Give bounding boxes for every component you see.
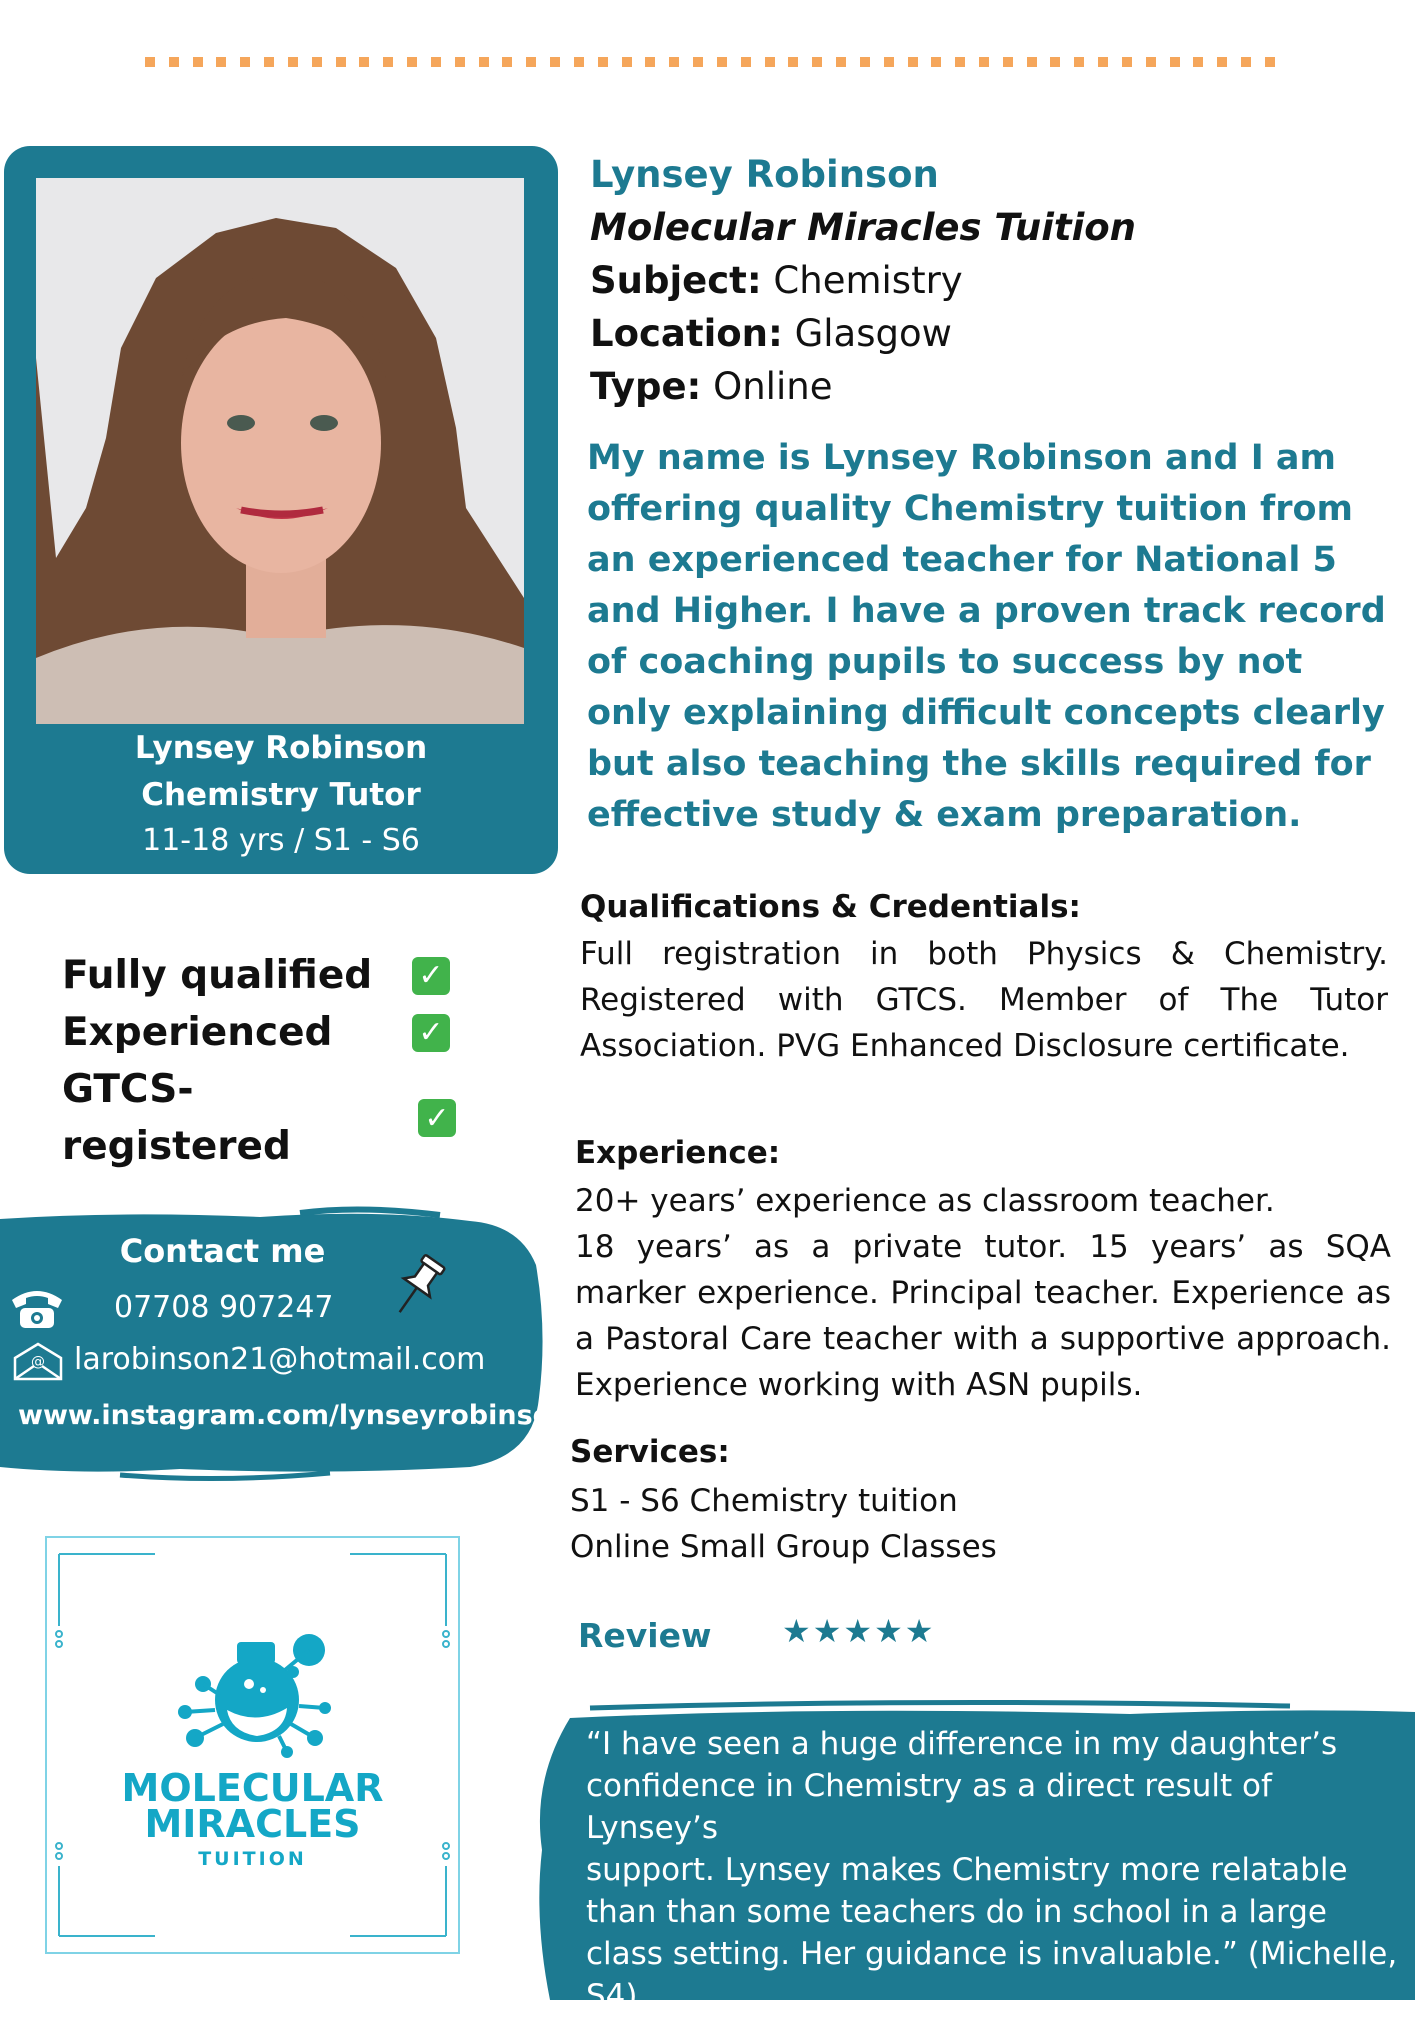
pushpin-icon bbox=[388, 1252, 448, 1320]
subject-label: Subject: bbox=[590, 259, 762, 302]
type-label: Type: bbox=[590, 365, 702, 408]
intro-paragraph: My name is Lynsey Robinson and I am offering quality Chemistry tuition from an experienced teacher for National 5 and Higher. I have a proven track record of coaching pupils to success by not only explaining difficult concepts clearly but also teaching the skills required for effective study & exam preparation. bbox=[587, 438, 1386, 835]
services-item: S1 - S6 Chemistry tuition bbox=[570, 1483, 958, 1519]
experience-first-line: 20+ years’ experience as classroom teacher. bbox=[575, 1183, 1275, 1219]
star-rating: ★★★★★ bbox=[782, 1612, 936, 1650]
services-heading: Services: bbox=[570, 1434, 730, 1470]
type-line bbox=[590, 360, 1136, 413]
email-icon bbox=[12, 1342, 64, 1382]
card-age-range: 11-18 yrs / S1 - S6 bbox=[142, 823, 420, 858]
logo-text-miracles: MIRACLES bbox=[144, 1802, 361, 1846]
testimonial-quote-part1: “I have seen a huge difference in my daughter’s confidence in Chemistry as a direct result of Lynsey’s bbox=[586, 1726, 1338, 1846]
testimonial-quote bbox=[586, 1723, 1408, 2014]
location-line bbox=[590, 307, 1136, 360]
qualifications-heading: Qualifications & Credentials: bbox=[580, 889, 1081, 925]
experience-heading: Experience: bbox=[575, 1135, 781, 1171]
svg-text:@: @ bbox=[31, 1354, 45, 1370]
tutor-header bbox=[590, 148, 1136, 413]
business-name: Molecular Miracles Tuition bbox=[590, 206, 1137, 249]
contact-phone[interactable]: 07708 907247 bbox=[114, 1290, 334, 1325]
credentials-checklist bbox=[62, 947, 456, 1175]
checkmark-icon: ✓ bbox=[412, 957, 450, 995]
check-label: Experienced bbox=[62, 1010, 333, 1055]
checkmark-icon: ✓ bbox=[412, 1014, 450, 1052]
tutor-name: Lynsey Robinson bbox=[590, 153, 939, 196]
location-label: Location: bbox=[590, 312, 783, 355]
logo-text-tuition: TUITION bbox=[198, 1848, 307, 1870]
phone-icon bbox=[8, 1284, 66, 1332]
review-label: Review bbox=[578, 1616, 712, 1655]
type-value: Online bbox=[701, 365, 833, 408]
check-row bbox=[62, 1061, 456, 1175]
qualifications-body: Full registration in both Physics & Chemistry. Registered with GTCS. Member of The Tutor Association. PVG Enhanced Disclosure certificate. bbox=[580, 936, 1388, 1064]
profile-photo bbox=[36, 178, 524, 724]
subject-line bbox=[590, 254, 1136, 307]
contact-instagram-link[interactable]: www.instagram.com/lynseyrobinson72 bbox=[18, 1400, 608, 1431]
check-label: GTCS-registered bbox=[62, 1067, 291, 1169]
molecule-flask-logo-icon bbox=[175, 1620, 335, 1760]
testimonial-quote-part2: support. Lynsey makes Chemistry more relatable than than some teachers do in school in a large class setting. Her guidance is invaluable.” (Michelle, S4) bbox=[586, 1852, 1398, 2014]
contact-email[interactable]: larobinson21@hotmail.com bbox=[74, 1342, 486, 1377]
services-item: Online Small Group Classes bbox=[570, 1529, 997, 1565]
top-dotted-divider bbox=[145, 57, 1275, 69]
check-row bbox=[62, 947, 456, 1004]
experience-body: 18 years’ as a private tutor. 15 years’ as SQA marker experience. Principal teacher. Experience as a Pastoral Care teacher with a supportive approach. Experience working with ASN pupils. bbox=[575, 1229, 1391, 1403]
subject-value: Chemistry bbox=[761, 259, 963, 302]
card-tutor-role: Chemistry Tutor bbox=[141, 777, 421, 813]
check-row bbox=[62, 1004, 456, 1061]
location-value: Glasgow bbox=[782, 312, 952, 355]
contact-title: Contact me bbox=[119, 1232, 326, 1270]
check-label: Fully qualified bbox=[62, 953, 373, 998]
logo-text-molecular: MOLECULAR bbox=[121, 1766, 384, 1810]
checkmark-icon: ✓ bbox=[418, 1099, 456, 1137]
card-tutor-name: Lynsey Robinson bbox=[134, 730, 428, 766]
